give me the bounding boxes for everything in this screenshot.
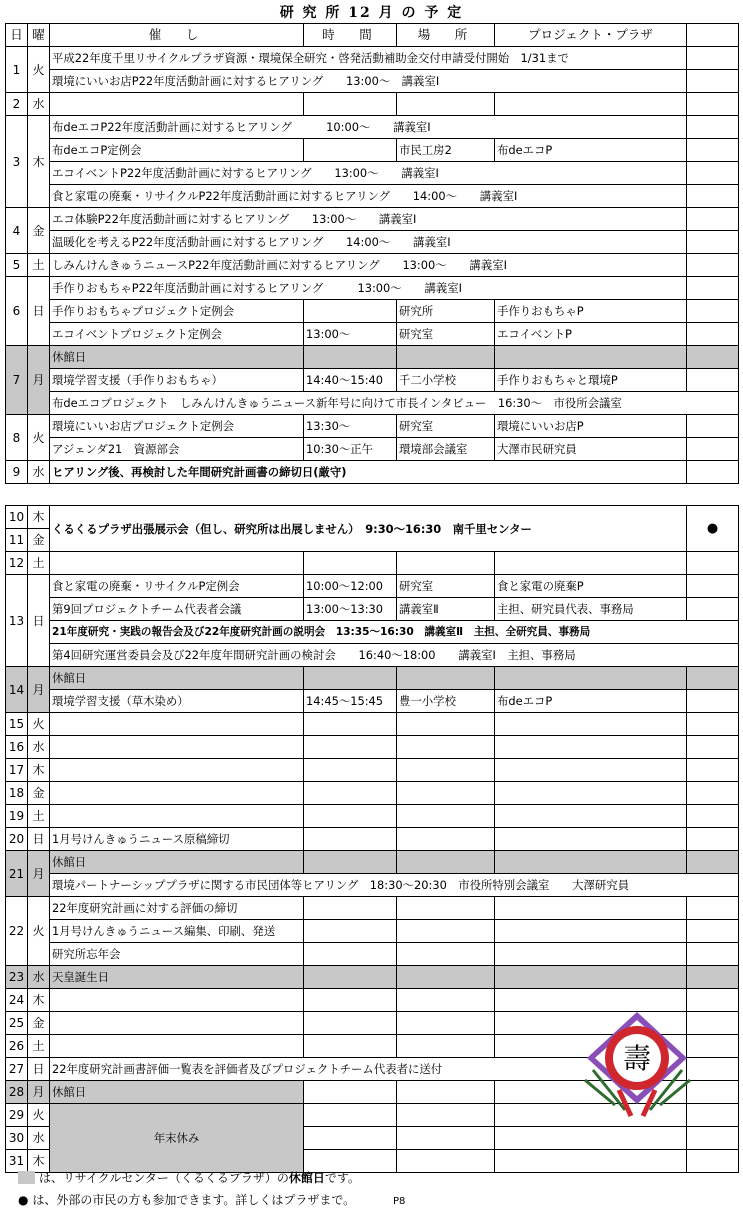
weekday: 水: [28, 736, 50, 759]
time-cell: 10:30～正午: [304, 438, 397, 461]
time-cell: 13:30～: [304, 415, 397, 438]
table-row: [6, 254, 739, 277]
event-cell: 温暖化を考えるP22年度活動計画に対するヒアリング 14:00～ 講義室Ⅰ: [50, 231, 687, 254]
legend: [18, 1167, 405, 1213]
time-cell: [304, 93, 397, 116]
project-cell: 主担、研究員代表、事務局: [495, 598, 687, 621]
table-row: [6, 484, 739, 506]
day-number: 16: [6, 736, 28, 759]
event-cell: 食と家電の廃棄・リサイクルP定例会: [50, 575, 304, 598]
place-cell: [397, 1035, 495, 1058]
mark-cell: [687, 759, 739, 782]
new-year-decoration-image: [575, 1010, 700, 1118]
weekday: 火: [28, 897, 50, 966]
header-place: 場 所: [397, 24, 495, 47]
day-number: 5: [6, 254, 28, 277]
weekday: 日: [28, 277, 50, 346]
place-cell: [397, 759, 495, 782]
mark-cell: [687, 323, 739, 346]
table-row: [6, 277, 739, 300]
day-number: 27: [6, 1058, 28, 1081]
public-participation-mark: ●: [706, 520, 719, 536]
event-cell: [50, 1012, 304, 1035]
day-number: 9: [6, 461, 28, 484]
event-cell: 研究所忘年会: [50, 943, 304, 966]
header-weekday: 曜: [28, 24, 50, 47]
event-cell: [50, 736, 304, 759]
project-cell: [495, 989, 687, 1012]
weekday: 木: [28, 506, 50, 529]
mark-cell: [687, 438, 739, 461]
mark-cell: [687, 598, 739, 621]
place-cell: [397, 989, 495, 1012]
place-cell: [397, 1081, 495, 1104]
project-cell: 食と家電の廃棄P: [495, 575, 687, 598]
mark-cell: [687, 851, 739, 874]
event-cell: 布deエコプロジェクト しみんけんきゅうニュース新年号に向けて市長インタビュー 16:30～ 市役所会議室: [50, 392, 739, 415]
holiday-label: 休館日: [50, 851, 304, 874]
place-cell: [397, 93, 495, 116]
project-cell: [495, 782, 687, 805]
project-cell: [495, 346, 687, 369]
place-cell: [397, 552, 495, 575]
weekday: 金: [28, 782, 50, 805]
holiday-label: 休館日: [50, 1081, 304, 1104]
event-cell: 食と家電の廃棄・リサイクルP22年度活動計画に対するヒアリング 14:00～ 講義室Ⅰ: [50, 185, 687, 208]
table-row: [6, 759, 739, 782]
weekday: 火: [28, 415, 50, 461]
mark-cell: [687, 1150, 739, 1173]
time-cell: [304, 552, 397, 575]
project-cell: [495, 552, 687, 575]
mark-cell: [687, 713, 739, 736]
place-cell: 豊一小学校: [397, 690, 495, 713]
event-cell: [50, 93, 304, 116]
day-number: 15: [6, 713, 28, 736]
place-cell: 研究室: [397, 323, 495, 346]
place-cell: 環境部会議室: [397, 438, 495, 461]
table-row: [6, 185, 739, 208]
event-cell: 平成22年度千里リサイクルプラザ資源・環境保全研究・啓発活動補助金交付申請受付開始 1/31まで: [50, 47, 687, 70]
header-mark: [687, 24, 739, 47]
time-cell: [304, 782, 397, 805]
weekday: 火: [28, 47, 50, 93]
mark-cell: [687, 575, 739, 598]
weekday: 月: [28, 667, 50, 713]
legend-holiday-text: は、リサイクルセンター（くるくるプラザ）の: [39, 1171, 289, 1185]
event-cell: [50, 782, 304, 805]
weekday: 月: [28, 851, 50, 897]
event-cell: エコ体験P22年度活動計画に対するヒアリング 13:00～ 講義室Ⅰ: [50, 208, 687, 231]
event-cell: 1月号けんきゅうニュース編集、印刷、発送: [50, 920, 304, 943]
time-cell: [304, 1012, 397, 1035]
day-number: 28: [6, 1081, 28, 1104]
time-cell: [304, 667, 397, 690]
legend-holiday-bold: 休館日: [288, 1171, 325, 1185]
day-number: 25: [6, 1012, 28, 1035]
time-cell: [304, 346, 397, 369]
header-time: 時 間: [304, 24, 397, 47]
legend-holiday-suffix: です。: [324, 1171, 360, 1185]
place-cell: 研究所: [397, 300, 495, 323]
weekday: 水: [28, 93, 50, 116]
day-number: 4: [6, 208, 28, 254]
project-cell: 布deエコP: [495, 690, 687, 713]
table-row: [6, 805, 739, 828]
time-cell: [304, 1081, 397, 1104]
time-cell: 10:00～12:00: [304, 575, 397, 598]
mark-cell: [687, 300, 739, 323]
day-number: 14: [6, 667, 28, 713]
time-cell: 14:40～15:40: [304, 369, 397, 392]
table-row: [6, 897, 739, 920]
place-cell: [397, 1104, 495, 1127]
mark-cell: [687, 667, 739, 690]
holiday-label: 天皇誕生日: [50, 966, 304, 989]
place-cell: [397, 346, 495, 369]
table-row: [6, 851, 739, 874]
time-cell: [304, 828, 397, 851]
project-cell: [495, 897, 687, 920]
mark-cell: [687, 920, 739, 943]
time-cell: [304, 920, 397, 943]
project-cell: 手作りおもちゃと環境P: [495, 369, 687, 392]
table-row: [6, 392, 739, 415]
day-number: 19: [6, 805, 28, 828]
weekday: 金: [28, 208, 50, 254]
mark-cell: [687, 415, 739, 438]
day-number: 22: [6, 897, 28, 966]
place-cell: [397, 736, 495, 759]
place-cell: [397, 805, 495, 828]
project-cell: 布deエコP: [495, 139, 687, 162]
mark-cell: [687, 70, 739, 93]
table-row: [6, 323, 739, 346]
day-number: 7: [6, 346, 28, 415]
table-row: [6, 552, 739, 575]
project-cell: [495, 667, 687, 690]
mark-cell: [687, 966, 739, 989]
place-cell: 千二小学校: [397, 369, 495, 392]
page-number: P8: [392, 1196, 406, 1207]
event-cell: 手作りおもちゃプロジェクト定例会: [50, 300, 304, 323]
mark-cell: [687, 116, 739, 139]
event-cell: アジェンダ21 資源部会: [50, 438, 304, 461]
mark-cell: [687, 254, 739, 277]
schedule-table: [5, 23, 739, 1173]
weekday: 水: [28, 461, 50, 484]
weekday: 金: [28, 529, 50, 552]
day-number: 21: [6, 851, 28, 897]
place-cell: 研究室: [397, 415, 495, 438]
time-cell: [304, 1127, 397, 1150]
weekday: 金: [28, 1012, 50, 1035]
table-row: [6, 47, 739, 70]
year-end-holiday: 年末休み: [50, 1104, 304, 1173]
day-number: 1: [6, 47, 28, 93]
mark-cell: [687, 736, 739, 759]
holiday-label: 休館日: [50, 346, 304, 369]
legend-holiday: [18, 1167, 405, 1189]
time-cell: [304, 736, 397, 759]
project-cell: [495, 1150, 687, 1173]
weekday: 木: [28, 116, 50, 208]
table-row: [6, 300, 739, 323]
weekday: 月: [28, 1081, 50, 1104]
time-cell: [304, 851, 397, 874]
event-cell: 環境パートナーシッププラザに関する市民団体等ヒアリング 18:30～20:30 市役所特別会議室 大澤研究員: [50, 874, 739, 897]
day-number: 10: [6, 506, 28, 529]
mark-cell: [687, 1127, 739, 1150]
table-row: [6, 966, 739, 989]
mark-cell: [687, 346, 739, 369]
weekday: 日: [28, 828, 50, 851]
mark-cell: [687, 828, 739, 851]
table-row: [6, 461, 739, 484]
day-number: 20: [6, 828, 28, 851]
mark-cell: [687, 552, 739, 575]
weekday: 日: [28, 1058, 50, 1081]
event-cell: [50, 552, 304, 575]
place-cell: [397, 713, 495, 736]
place-cell: [397, 1012, 495, 1035]
weekday: 土: [28, 1035, 50, 1058]
time-cell: [304, 300, 397, 323]
day-number: 31: [6, 1150, 28, 1173]
weekday: 木: [28, 989, 50, 1012]
day-number: 3: [6, 116, 28, 208]
weekday: 木: [28, 1150, 50, 1173]
time-cell: [304, 966, 397, 989]
mark-cell: [687, 231, 739, 254]
place-cell: [397, 1127, 495, 1150]
event-cell: くるくるプラザ出張展示会（但し、研究所は出展しません） 9:30～16:30 南千里センター: [50, 506, 687, 552]
page-title: 研 究 所 12 月 の 予 定: [279, 5, 464, 21]
time-cell: 14:45～15:45: [304, 690, 397, 713]
event-cell: [50, 713, 304, 736]
table-header-row: [6, 24, 739, 47]
header-day: 日: [6, 24, 28, 47]
project-cell: 手作りおもちゃP: [495, 300, 687, 323]
mark-cell: [687, 277, 739, 300]
event-cell: 環境学習支援（草木染め）: [50, 690, 304, 713]
mark-cell: [687, 47, 739, 70]
weekday: 火: [28, 713, 50, 736]
table-row: [6, 644, 739, 667]
project-cell: [495, 851, 687, 874]
place-cell: [397, 828, 495, 851]
event-cell: 布deエコP定例会: [50, 139, 304, 162]
event-cell: 環境にいいお店プロジェクト定例会: [50, 415, 304, 438]
table-row: [6, 415, 739, 438]
table-row: [6, 782, 739, 805]
time-cell: [304, 989, 397, 1012]
day-number: 8: [6, 415, 28, 461]
place-cell: [397, 667, 495, 690]
new-year-decoration: [575, 1010, 700, 1118]
table-row: [6, 93, 739, 116]
place-cell: [397, 897, 495, 920]
place-cell: [397, 920, 495, 943]
table-row: [6, 575, 739, 598]
table-row: [6, 506, 739, 529]
place-cell: 市民工房2: [397, 139, 495, 162]
project-cell: 環境にいいお店P: [495, 415, 687, 438]
weekday: 木: [28, 759, 50, 782]
table-row: [6, 598, 739, 621]
mark-cell: [687, 805, 739, 828]
event-cell: [50, 805, 304, 828]
time-cell: [304, 805, 397, 828]
weekday: 月: [28, 346, 50, 415]
place-cell: [397, 782, 495, 805]
mark-cell: [687, 93, 739, 116]
mark-cell: [687, 162, 739, 185]
place-cell: [397, 943, 495, 966]
event-cell: 22年度研究計画書評価一覧表を評価者及びプロジェクトチーム代表者に送付: [50, 1058, 687, 1081]
table-row: [6, 874, 739, 897]
mark-cell: [687, 782, 739, 805]
weekday: 水: [28, 966, 50, 989]
event-cell: [50, 1035, 304, 1058]
mark-cell: [687, 943, 739, 966]
mark-cell: [687, 185, 739, 208]
day-number: 24: [6, 989, 28, 1012]
weekday: 土: [28, 552, 50, 575]
time-cell: [304, 1104, 397, 1127]
day-number: 17: [6, 759, 28, 782]
mark-cell: [687, 506, 739, 552]
weekday: 火: [28, 1104, 50, 1127]
weekday: 水: [28, 1127, 50, 1150]
mark-cell: [687, 369, 739, 392]
table-row: [6, 438, 739, 461]
table-row: [6, 667, 739, 690]
event-cell: 環境学習支援（手作りおもちゃ）: [50, 369, 304, 392]
time-cell: 13:00～: [304, 323, 397, 346]
mark-cell: [687, 461, 739, 484]
table-row: [6, 369, 739, 392]
weekday: 日: [28, 575, 50, 667]
holiday-label: 休館日: [50, 667, 304, 690]
mark-cell: [687, 690, 739, 713]
day-number: 2: [6, 93, 28, 116]
time-cell: [304, 1035, 397, 1058]
time-cell: [304, 759, 397, 782]
event-cell: 手作りおもちゃP22年度活動計画に対するヒアリング 13:00～ 講義室Ⅰ: [50, 277, 687, 300]
project-cell: エコイベントP: [495, 323, 687, 346]
table-row: [6, 943, 739, 966]
header-event: 催 し: [50, 24, 304, 47]
event-cell: 環境にいいお店P22年度活動計画に対するヒアリング 13:00～ 講義室Ⅰ: [50, 70, 687, 93]
place-cell: [397, 966, 495, 989]
mark-cell: [687, 139, 739, 162]
table-row: [6, 231, 739, 254]
gray-swatch: [18, 1171, 35, 1184]
day-number: 6: [6, 277, 28, 346]
time-cell: [304, 943, 397, 966]
table-row: [6, 139, 739, 162]
kotobuki-character: 壽: [622, 1042, 652, 1075]
event-cell: 布deエコP22年度活動計画に対するヒアリング 10:00～ 講義室Ⅰ: [50, 116, 687, 139]
legend-public-text: は、外部の市民の方も参加できます。詳しくはプラザまで。: [32, 1193, 356, 1207]
event-cell: 21年度研究・実践の報告会及び22年度研究計画の説明会 13:35～16:30 講義室Ⅱ 主担、全研究員、事務局: [50, 621, 739, 644]
day-number: 23: [6, 966, 28, 989]
table-row: [6, 920, 739, 943]
place-cell: 講義室Ⅱ: [397, 598, 495, 621]
project-cell: [495, 920, 687, 943]
day-number: 30: [6, 1127, 28, 1150]
place-cell: [397, 1150, 495, 1173]
event-cell: 第9回プロジェクトチーム代表者会議: [50, 598, 304, 621]
table-row: [6, 621, 739, 644]
table-row: [6, 116, 739, 139]
event-cell: ヒアリング後、再検討した年間研究計画書の締切日(厳守): [50, 461, 687, 484]
event-cell: しみんけんきゅうニュースP22年度活動計画に対するヒアリング 13:00～ 講義室Ⅰ: [50, 254, 687, 277]
event-cell: [50, 759, 304, 782]
project-cell: [495, 828, 687, 851]
day-number: 12: [6, 552, 28, 575]
project-cell: [495, 759, 687, 782]
legend-public: [18, 1189, 405, 1213]
project-cell: [495, 713, 687, 736]
time-cell: [304, 897, 397, 920]
mark-cell: [687, 897, 739, 920]
project-cell: [495, 943, 687, 966]
project-cell: [495, 93, 687, 116]
public-participation-mark: ●: [18, 1193, 29, 1207]
table-row: [6, 70, 739, 93]
table-row: [6, 989, 739, 1012]
table-row: [6, 346, 739, 369]
mark-cell: [687, 989, 739, 1012]
event-cell: 22年度研究計画に対する評価の締切: [50, 897, 304, 920]
table-row: [6, 690, 739, 713]
day-number: 13: [6, 575, 28, 667]
project-cell: [495, 966, 687, 989]
day-number: 11: [6, 529, 28, 552]
table-row: [6, 736, 739, 759]
mark-cell: [687, 208, 739, 231]
place-cell: [397, 851, 495, 874]
table-row: [6, 162, 739, 185]
weekday: 土: [28, 805, 50, 828]
project-cell: [495, 805, 687, 828]
event-cell: 第4回研究運営委員会及び22年度年間研究計画の検討会 16:40～18:00 講義室Ⅰ 主担、事務局: [50, 644, 739, 667]
time-cell: [304, 713, 397, 736]
header-project: プロジェクト・プラザ: [495, 24, 687, 47]
time-cell: [304, 139, 397, 162]
day-number: 18: [6, 782, 28, 805]
table-row: [6, 713, 739, 736]
weekday: 土: [28, 254, 50, 277]
place-cell: 研究室: [397, 575, 495, 598]
project-cell: 大澤市民研究員: [495, 438, 687, 461]
event-cell: エコイベントP22年度活動計画に対するヒアリング 13:00～ 講義室Ⅰ: [50, 162, 687, 185]
day-number: 29: [6, 1104, 28, 1127]
day-number: 26: [6, 1035, 28, 1058]
event-cell: [50, 989, 304, 1012]
table-row: [6, 828, 739, 851]
event-cell: エコイベントプロジェクト定例会: [50, 323, 304, 346]
event-cell: 1月号けんきゅうニュース原稿締切: [50, 828, 304, 851]
table-row: [6, 208, 739, 231]
project-cell: [495, 1127, 687, 1150]
time-cell: 13:00～13:30: [304, 598, 397, 621]
project-cell: [495, 736, 687, 759]
